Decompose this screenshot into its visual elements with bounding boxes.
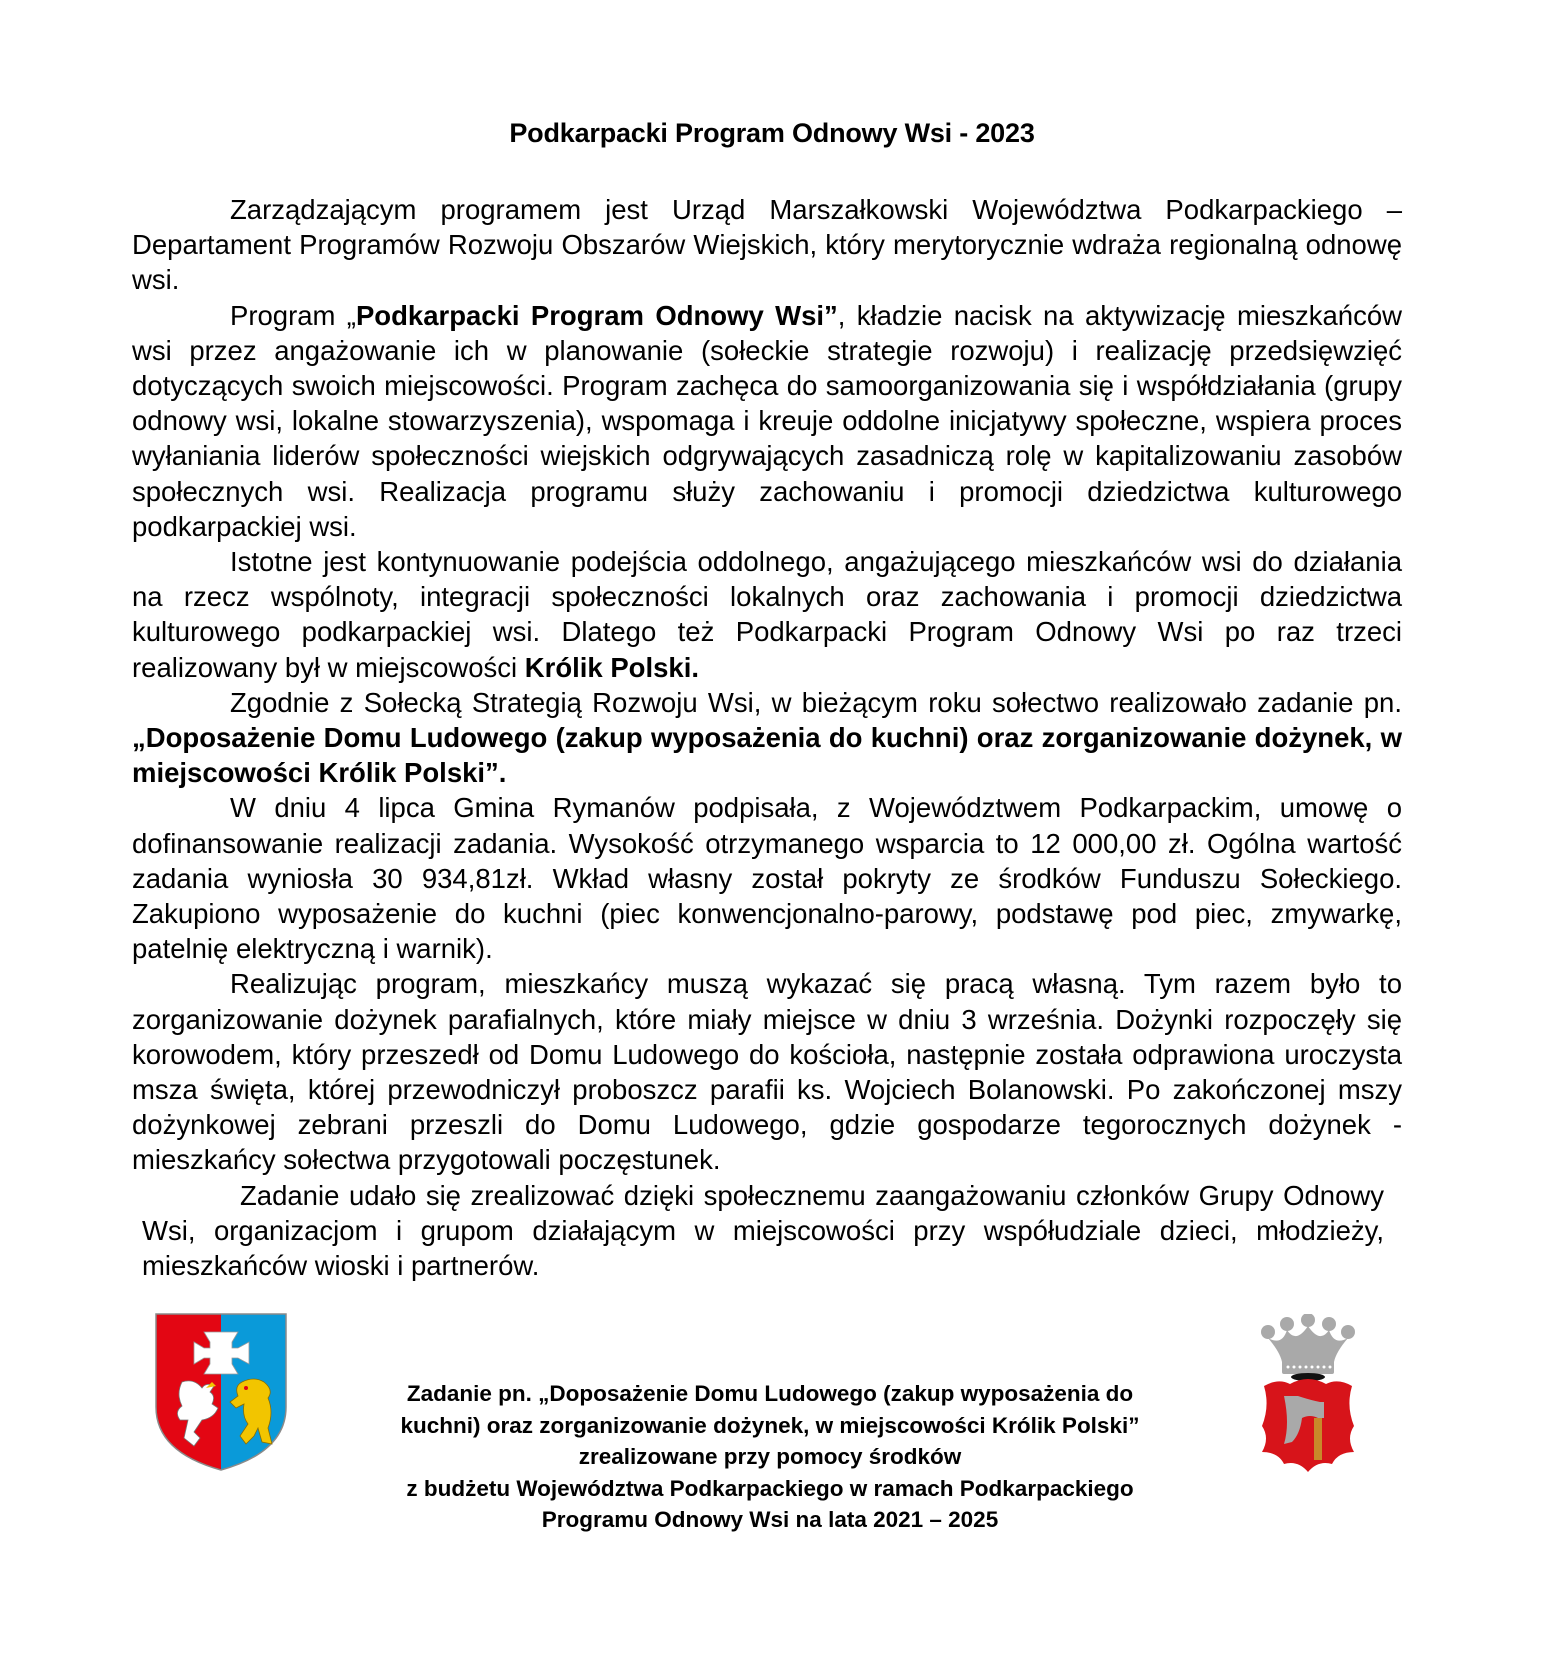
krolik-polski-coat-of-arms-icon <box>1254 1314 1362 1474</box>
task-name-bold: „Doposażenie Domu Ludowego (zakup wyposażenia do kuchni) oraz zorganizowanie dożynek, w miejscowości Królik Polski”. <box>132 722 1402 789</box>
paragraph-text: Program „ <box>230 299 356 331</box>
paragraph-task-name <box>132 685 1402 791</box>
paragraph-program-description <box>132 298 1402 544</box>
paragraph-text: , kładzie nacisk na aktywizację mieszkańców wsi przez angażowanie ich w planowanie (sołeckie strategie rozwoju) i realizację przedsięwzięć dotyczących swoich miejscowości. Program zachęca do samoorganizowania się i współdziałania (grupy odnowy wsi, lokalne stowarzyszenia), wspomaga i kreuje oddolne inicjatywy społeczne, wspiera proces wyłaniania liderów społeczności wiejskich odgrywających zasadniczą rolę w kapitalizowaniu zasobów społecznych wsi. Realizacja programu służy zachowaniu i promocji dziedzictwa kulturowego podkarpackiej wsi. <box>132 299 1403 542</box>
podkarpackie-coat-of-arms-icon <box>154 1312 288 1472</box>
paragraph-acknowledgement: Zadanie udało się zrealizować dzięki społecznemu zaangażowaniu członków Grupy Odnowy Wsi, organizacjom i grupom działającym w miejscowości przy współudziale dzieci, młodzieży, mieszkańców wioski i partnerów. <box>142 1179 1384 1282</box>
village-name-bold: Królik Polski. <box>524 651 699 683</box>
paragraph-text: Zgodnie z Sołecką Strategią Rozwoju Wsi, w bieżącym roku sołectwo realizowało zadanie pn. <box>230 686 1402 718</box>
paragraph-harvest-festival: Realizując program, mieszkańcy muszą wykazać się pracą własną. Tym razem było to zorganizowanie dożynek parafialnych, które miały miejsce w dniu 3 września. Dożynki rozpoczęły się korowodem, który przeszedł od Domu Ludowego do kościoła, następnie została odprawiona uroczysta msza święta, której przewodniczył proboszcz parafii ks. Wojciech Bolanowski. Po zakończonej mszy dożynkowej zebrani przeszli do Domu Ludowego, gdzie gospodarze tegorocznych dożynek - mieszkańcy sołectwa przygotowali poczęstunek. <box>132 968 1402 1176</box>
paragraph-text: Istotne jest kontynuowanie podejścia oddolnego, angażującego mieszkańców wsi do działania na rzecz wspólnoty, integracji społeczności lokalnych oraz zachowania i promocji dziedzictwa kulturowego podkarpackiej wsi. Dlatego też Podkarpacki Program Odnowy Wsi po raz trzeci realizowany był w miejscowości <box>132 546 1402 683</box>
paragraph-program-management: Zarządzającym programem jest Urząd Marszałkowski Województwa Podkarpackiego – Departament Programów Rozwoju Obszarów Wiejskich, który merytorycznie wdraża regionalną odnowę wsi. <box>132 194 1402 296</box>
caption-line: zrealizowane przy pomocy środków <box>578 1444 962 1469</box>
program-name-bold: Podkarpacki Program Odnowy Wsi” <box>355 299 838 331</box>
caption-line: Zadanie pn. „Doposażenie Domu Ludowego (zakup wyposażenia do <box>406 1381 1134 1406</box>
paragraph-funding: W dniu 4 lipca Gmina Rymanów podpisała, z Województwem Podkarpackim, umowę o dofinansowanie realizacji zadania. Wysokość otrzymanego wsparcia to 12 000,00 zł. Ogólna wartość zadania wyniosła 30 934,81zł. Wkład własny został pokryty ze środków Funduszu Sołeckiego. Zakupiono wyposażenie do kuchni (piec konwencjonalno-parowy, podstawę pod piec, zmywarkę, patelnię elektryczną i warnik). <box>132 792 1402 965</box>
document-title: Podkarpacki Program Odnowy Wsi - 2023 <box>509 118 1035 148</box>
paragraph-bottom-up-approach <box>132 544 1402 685</box>
caption-line: z budżetu Województwa Podkarpackiego w ramach Podkarpackiego <box>406 1475 1134 1501</box>
document-body <box>132 192 1402 1283</box>
funding-caption <box>340 1378 1200 1536</box>
caption-line: kuchni) oraz zorganizowanie dożynek, w miejscowości Królik Polski” <box>400 1412 1140 1438</box>
caption-line: Programu Odnowy Wsi na lata 2021 – 2025 <box>541 1507 999 1532</box>
